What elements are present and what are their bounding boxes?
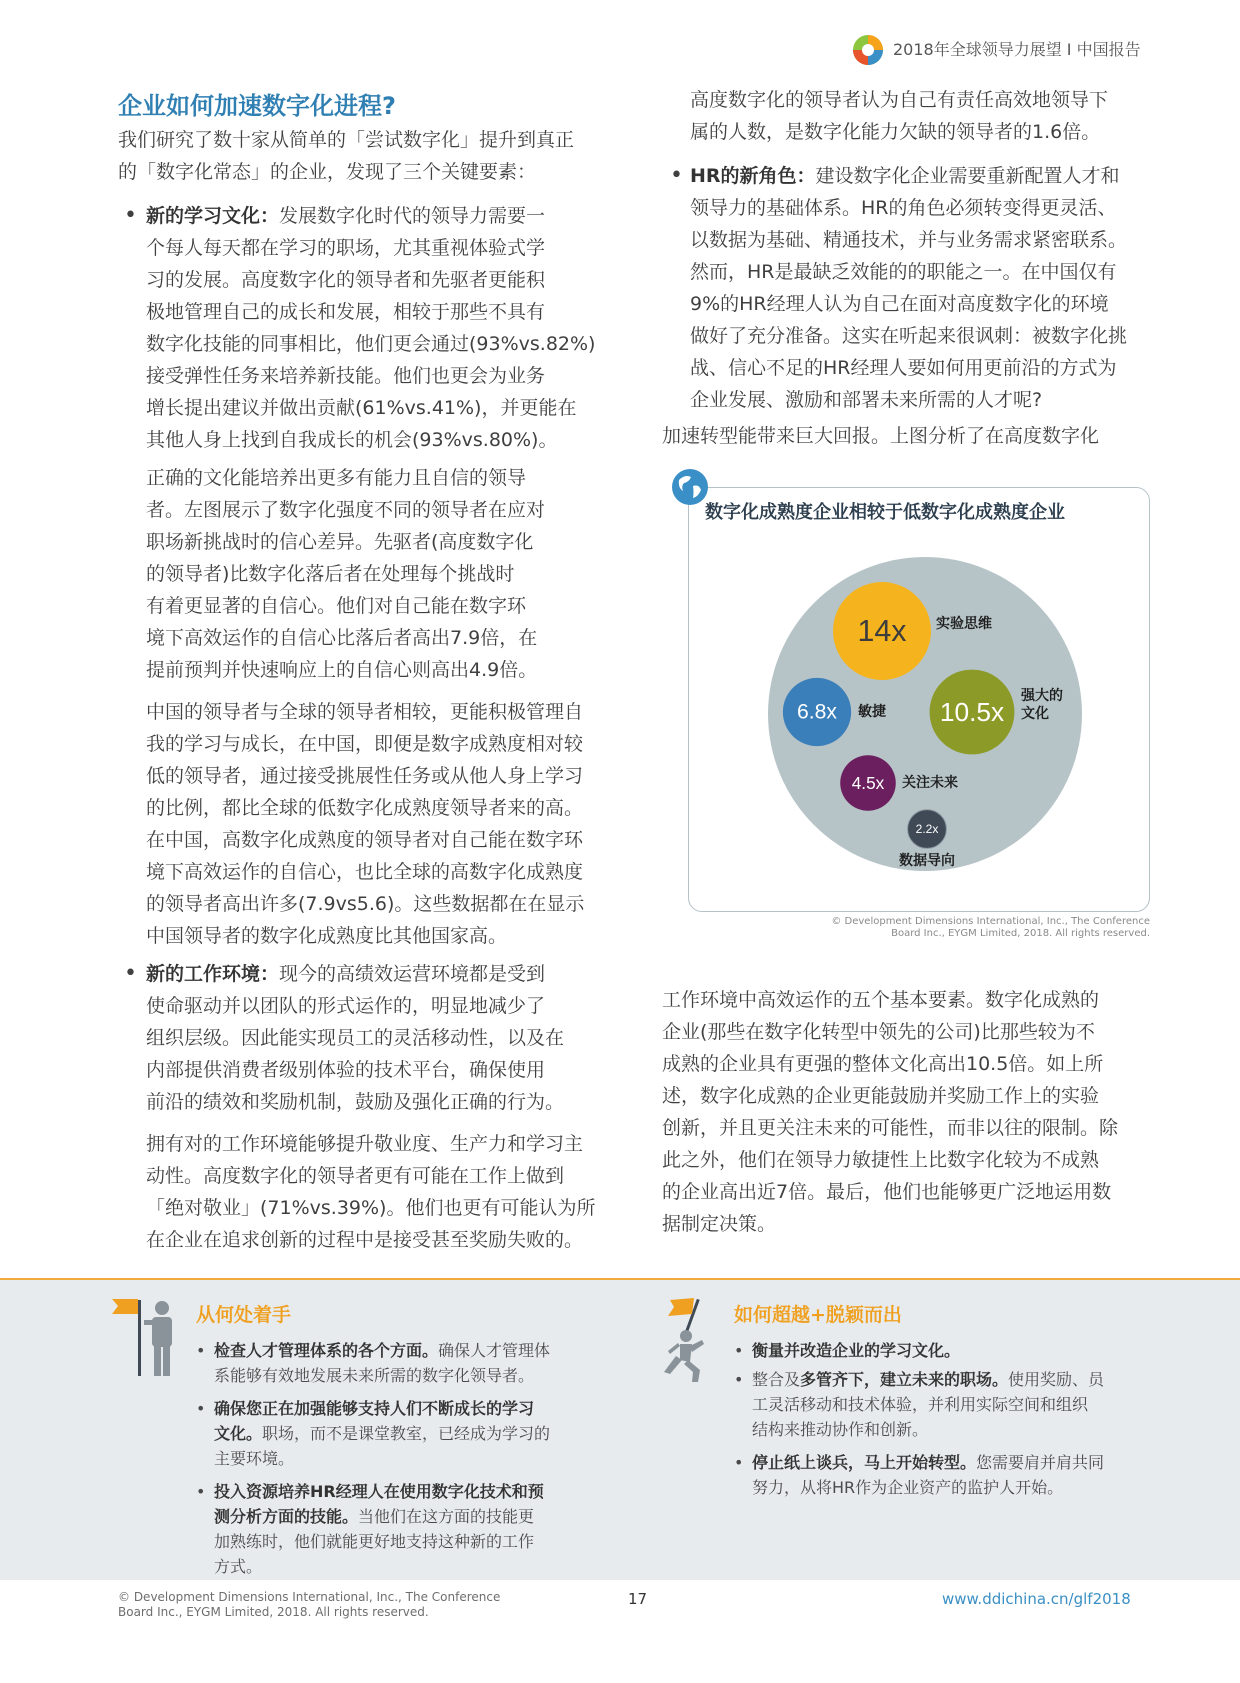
bubble-value-label: 6.8x [797,700,837,724]
text-line: 增长提出建议并做出贡献(61%vs.41%)，并更能在 [146,397,577,419]
text-line: 拥有对的工作环境能够提升敬业度、生产力和学习主 [146,1133,584,1155]
text-line: 境下高效运作的自信心比落后者高出7.9倍，在 [146,627,538,649]
item-line: 方式。 [214,1557,263,1576]
item-line: 工灵活移动和技术体验，并利用实际空间和组织 [752,1395,1089,1414]
text-line: 企业发展、激励和部署未来所需的人才呢? [690,389,1043,411]
bullet-dot: • [734,1370,744,1389]
bubble-value-label: 10.5x [939,697,1005,727]
text-line: 动性。高度数字化的领导者更有可能在工作上做到 [146,1165,565,1187]
bullet-hr-role [690,160,1150,416]
text-line: 战、信心不足的HR经理人要如何用更前沿的方式为 [690,357,1117,379]
bubble-category-label: 数据导向 [899,853,955,869]
text-line: 接受弹性任务来培养新技能。他们也更会为业务 [146,365,546,387]
text-line: 提前预判并快速响应上的自信心则高出4.9倍。 [146,659,538,681]
bullet-lead: 新的工作环境： [146,963,280,985]
text-line: 在中国，高数字化成熟度的领导者对自己能在数字环 [146,829,584,851]
text-line: 9%的HR经理人认为自己在面对高度数字化的环境 [690,293,1109,315]
text-line: 高度数字化的领导者认为自己有责任高效地领导下 [690,89,1109,111]
text-line: 低的领导者，通过接受挑展性任务或从他人身上学习 [146,765,584,787]
bullet-text: 建设数字化企业需要重新配置人才和 [815,165,1120,187]
item-bold: 衡量并改造企业的学习文化。 [752,1341,961,1360]
flag-runner-icon [660,1296,724,1388]
bullet-dot: • [124,203,137,228]
copyright-line: Board Inc., EYGM Limited, 2018. All rights reserved. [891,928,1150,939]
text-line: 境下高效运作的自信心，也比全球的高数字化成熟度 [146,861,584,883]
text-line: 极地管理自己的成长和发展，相较于那些不具有 [146,301,546,323]
item-bold: 文化。 [214,1424,263,1443]
text-line: 使命驱动并以团队的形式运作的，明显地减少了 [146,995,546,1017]
item-line: 结构来推动协作和创新。 [752,1420,929,1439]
text-line: 成熟的企业具有更强的整体文化高出10.5倍。如上所 [662,1053,1104,1075]
transform-paragraph: 加速转型能带来巨大回报。上图分析了在高度数字化 [662,425,1100,447]
text-line: 前沿的绩效和奖励机制，鼓励及强化正确的行为。 [146,1091,565,1113]
intro-line: 我们研究了数十家从简单的「尝试数字化」提升到真正 [118,129,575,151]
list-item [734,1367,1154,1442]
bullet-lead: HR的新角色： [690,165,816,187]
bubble-value-label: 2.2x [915,822,939,836]
list-item [734,1338,1154,1363]
item-line: 系能够有效地发展未来所需的数字化领导者。 [214,1366,535,1385]
item-text: 使用奖励、员 [1008,1370,1105,1389]
right-bottom-paragraph [662,984,1152,1240]
text-line: 此之外，他们在领导力敏捷性上比数字化较为不成熟 [662,1149,1100,1171]
bullet-text: 现今的高绩效运营环境都是受到 [279,963,546,985]
text-line: 其他人身上找到自我成长的机会(93%vs.80%)。 [146,429,558,451]
section-heading: 企业如何加速数字化进程? [118,92,396,120]
text-line: 企业(那些在数字化转型中领先的公司)比那些较为不 [662,1021,1095,1043]
bullet-dot: • [670,163,683,188]
text-line: 属的人数，是数字化能力欠缺的领导者的1.6倍。 [690,121,1101,143]
panel-left-list [196,1338,606,1579]
text-line: 中国领导者的数字化成熟度比其他国家高。 [146,925,508,947]
globe-icon [671,468,709,506]
text-line: 正确的文化能培养出更多有能力且自信的领导 [146,467,527,489]
copyright-line: © Development Dimensions International, Inc., The Conference [118,1590,501,1604]
paragraph-china-leaders [146,696,606,952]
copyright-line: Board Inc., EYGM Limited, 2018. All rights reserved. [118,1605,429,1619]
panel-right-title: 如何超越+脱颖而出 [734,1304,902,1326]
header-title: 2018年全球领导力展望 I 中国报告 [893,40,1141,59]
item-line: 努力，从将HR作为企业资产的监护人开始。 [752,1478,1064,1497]
ddi-logo-icon [852,34,884,66]
text-line: 数字化技能的同事相比，他们更会通过(93%vs.82%) [146,333,596,355]
list-item [196,1479,606,1579]
text-line: 的比例，都比全球的低数字化成熟度领导者来的高。 [146,797,584,819]
item-bold: 确保您正在加强能够支持人们不断成长的学习 [214,1399,535,1418]
bullet-dot: • [196,1482,206,1501]
text-line: 组织层级。因此能实现员工的灵活移动性，以及在 [146,1027,565,1049]
bubble-chart [690,535,1150,895]
bullet-dot: • [196,1341,206,1360]
item-text: 确保人才管理体 [438,1341,551,1360]
item-text: 您需要肩并肩共同 [976,1453,1105,1472]
text-line: 习的发展。高度数字化的领导者和先驱者更能积 [146,269,546,291]
text-line: 者。左图展示了数字化强度不同的领导者在应对 [146,499,546,521]
text-line: 有着更显著的自信心。他们对自己能在数字环 [146,595,527,617]
right-top-paragraph [690,84,1150,148]
bullet-dot: • [734,1341,744,1360]
text-line: 创新，并且更关注未来的可能性，而非以往的限制。除 [662,1117,1119,1139]
item-bold: 测分析方面的技能。 [214,1507,359,1526]
item-text: 整合及 [752,1370,801,1389]
item-line: 加熟练时，他们就能更好地支持这种新的工作 [214,1532,535,1551]
bubble-value-label: 4.5x [851,773,885,793]
bullet-dot: • [734,1453,744,1472]
text-line: 的企业高出近7倍。最后，他们也能够更广泛地运用数 [662,1181,1112,1203]
bubble-category-label: 关注未来 [902,775,958,791]
paragraph-confidence [146,462,606,686]
list-item [196,1338,606,1388]
item-bold: 检查人才管理体系的各个方面。 [214,1341,439,1360]
bullet-dot: • [196,1399,206,1418]
text-line: 内部提供消费者级别体验的技术平台，确保使用 [146,1059,546,1081]
bullet-text: 发展数字化时代的领导力需要一 [279,205,546,227]
panel-right-list [734,1338,1154,1500]
bubble-category-label: 敏捷 [858,704,886,720]
bullet-lead: 新的学习文化： [146,205,280,227]
bullet-work-environment [146,958,606,1118]
item-bold: 投入资源培养HR经理人在使用数字化技术和预 [214,1482,544,1501]
text-line: 然而，HR是最缺乏效能的的职能之一。在中国仅有 [690,261,1117,283]
text-line: 做好了充分准备。这实在听起来很讽刺：被数字化挑 [690,325,1128,347]
list-item [734,1450,1154,1500]
bullet-learning-culture [146,200,606,456]
text-line: 领导力的基础体系。HR的角色必须转变得更灵活、 [690,197,1117,219]
bubble-value-label: 14x [857,614,907,648]
flag-person-icon [112,1296,182,1378]
footer-copyright [118,1590,500,1620]
text-line: 的领导者)比数字化落后者在处理每个挑战时 [146,563,515,585]
chart-copyright [830,916,1150,940]
bubble-category-label: 强大的文化 [1021,688,1063,722]
intro-paragraph [118,124,606,188]
text-line: 工作环境中高效运作的五个基本要素。数字化成熟的 [662,989,1100,1011]
footer-link[interactable]: www.ddichina.cn/glf2018 [942,1590,1131,1608]
item-line: 主要环境。 [214,1449,295,1468]
item-bold: 多管齐下，建立未来的职场。 [800,1370,1009,1389]
item-text: 职场，而不是课堂教室，已经成为学习的 [262,1424,551,1443]
text-line: 的领导者高出许多(7.9vs5.6)。这些数据都在在显示 [146,893,585,915]
text-line: 据制定决策。 [662,1213,777,1235]
text-line: 述，数字化成熟的企业更能鼓励并奖励工作上的实验 [662,1085,1100,1107]
text-line: 以数据为基础、精通技术，并与业务需求紧密联系。 [690,229,1128,251]
page-number: 17 [628,1590,648,1608]
copyright-line: © Development Dimensions International, Inc., The Conference [831,916,1150,927]
intro-line: 的「数字化常态」的企业，发现了三个关键要素： [118,161,537,183]
paragraph-engagement [146,1128,606,1256]
item-bold: 停止纸上谈兵，马上开始转型。 [752,1453,977,1472]
text-line: 「绝对敬业」(71%vs.39%)。他们也更有可能认为所 [146,1197,596,1219]
item-text: 当他们在这方面的技能更 [358,1507,535,1526]
chart-title: 数字化成熟度企业相较于低数字化成熟度企业 [705,502,1065,523]
text-line: 个每人每天都在学习的职场，尤其重视体验式学 [146,237,546,259]
bullet-dot: • [124,961,137,986]
text-line: 职场新挑战时的信心差异。先驱者(高度数字化 [146,531,534,553]
bubble-category-label: 实验思维 [936,616,992,632]
text-line: 我的学习与成长，在中国，即便是数字成熟度相对较 [146,733,584,755]
list-item [196,1396,606,1471]
panel-left-title: 从何处着手 [196,1304,292,1326]
text-line: 中国的领导者与全球的领导者相较，更能积极管理自 [146,701,584,723]
text-line: 在企业在追求创新的过程中是接受甚至奖励失败的。 [146,1229,584,1251]
